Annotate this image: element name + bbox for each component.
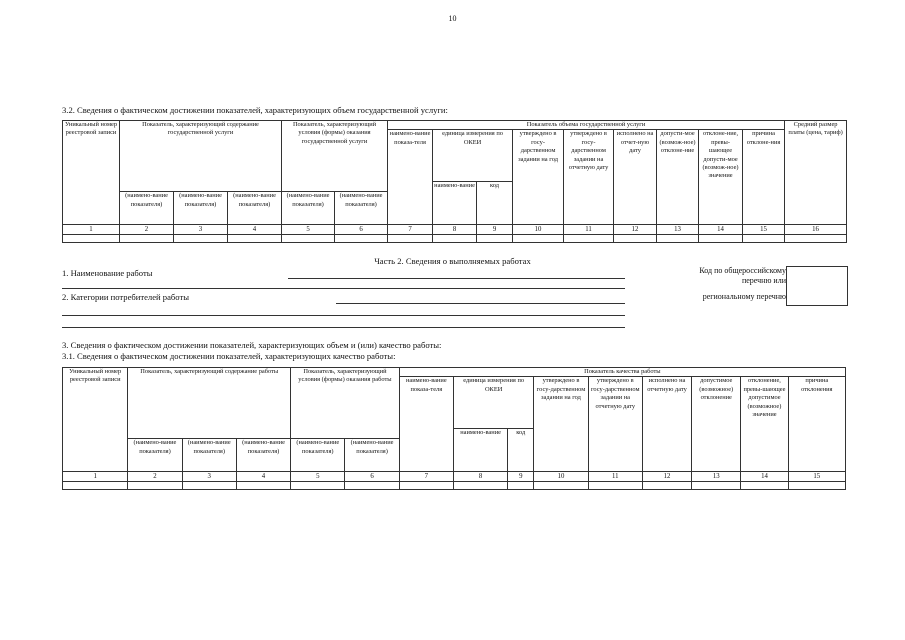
t2-col-number: 12 [642, 472, 691, 482]
t2-header-approved-year: утверждено в госу-дарственном задании на год [534, 377, 588, 472]
t2-col-number: 1 [63, 472, 128, 482]
t2-data-cell[interactable] [236, 482, 290, 490]
t1-data-cell[interactable] [174, 235, 228, 243]
t1-col-number: 2 [120, 225, 174, 235]
t2-data-cell[interactable] [534, 482, 588, 490]
t2-data-cell[interactable] [345, 482, 399, 490]
t1-data-cell[interactable] [513, 235, 564, 243]
t2-data-cell[interactable] [182, 482, 236, 490]
t1-header-avg-fee: Средний размер платы (цена, тариф) [785, 121, 847, 225]
t1-header-unit: единица измерения по ОКЕИ [433, 130, 513, 182]
t1-header-volume: Показатель объема государственной услуги [388, 121, 785, 130]
t1-indicator-name-2: (наимено-вание показателя) [174, 192, 228, 225]
t1-data-cell[interactable] [120, 235, 174, 243]
t2-col-number: 6 [345, 472, 399, 482]
t2-header-unit-name: наимено-вание [453, 429, 507, 472]
t1-data-cell[interactable] [63, 235, 120, 243]
t1-data-cell[interactable] [282, 235, 335, 243]
t1-indicator-name-4: (наимено-вание показателя) [282, 192, 335, 225]
t2-indicator-name-1: (наимено-вание показателя) [128, 439, 182, 472]
t2-col-number: 15 [788, 472, 845, 482]
t1-header-deviation: отклоне-ние, превы-шающее допусти-мое (возмож-ное) значение [699, 130, 743, 225]
t2-data-cell[interactable] [692, 482, 741, 490]
t1-header-approved-year: утверждено в госу-дарственном задании на год [513, 130, 564, 225]
work-name-label: 1. Наименование работы [62, 268, 153, 278]
t1-header-executed: исполнено на отчет-ную дату [614, 130, 657, 225]
t2-header-quality: Показатель качества работы [399, 368, 845, 377]
consumers-field-continued[interactable] [62, 327, 625, 328]
t2-data-cell[interactable] [291, 482, 345, 490]
t2-col-number: 11 [588, 472, 642, 482]
t2-col-number: 3 [182, 472, 236, 482]
t1-header-unique: Уникальный номер реестровой записи [63, 121, 120, 225]
t1-col-number: 14 [699, 225, 743, 235]
t1-header-allowed: допусти-мое (возмож-ное) отклоне-ние [657, 130, 699, 225]
t2-data-cell[interactable] [741, 482, 788, 490]
t1-col-number: 11 [564, 225, 614, 235]
t2-header-name: наимено-вание показа-теля [399, 377, 453, 472]
t2-header-approved-date: утверждено в госу-дарственном задании на отчетную дату [588, 377, 642, 472]
t1-col-number: 1 [63, 225, 120, 235]
t2-header-conditions: Показатель, характеризующий условия (формы) оказания работы [291, 368, 400, 439]
t1-header-conditions: Показатель, характеризующий условия (формы) оказания государственной услуги [282, 121, 388, 192]
consumers-label: 2. Категории потребителей работы [62, 292, 189, 302]
t2-indicator-name-3: (наимено-вание показателя) [236, 439, 290, 472]
t1-data-cell[interactable] [657, 235, 699, 243]
t2-indicator-name-2: (наимено-вание показателя) [182, 439, 236, 472]
t1-header-reason: причина отклоне-ния [743, 130, 785, 225]
t2-col-number: 10 [534, 472, 588, 482]
t1-data-cell[interactable] [228, 235, 282, 243]
t1-col-number: 6 [335, 225, 388, 235]
section-3-2-title: 3.2. Сведения о фактическом достижении показателей, характеризующих объем государственной услуги: [62, 105, 448, 115]
t1-header-name: наимено-вание показа-теля [388, 130, 433, 225]
t2-header-content: Показатель, характеризующий содержание работы [128, 368, 291, 439]
consumers-field-continued[interactable] [62, 315, 625, 316]
part-2-title: Часть 2. Сведения о выполняемых работах [374, 256, 531, 266]
t1-header-unit-name: наимено-вание [433, 182, 477, 225]
t1-data-cell[interactable] [433, 235, 477, 243]
t1-col-number: 13 [657, 225, 699, 235]
code-box[interactable] [786, 266, 848, 306]
t1-data-cell[interactable] [335, 235, 388, 243]
work-name-field[interactable] [288, 278, 625, 279]
t2-indicator-name-4: (наимено-вание показателя) [291, 439, 345, 472]
t1-col-number: 8 [433, 225, 477, 235]
volume-indicators-table [62, 120, 847, 243]
t1-col-number: 4 [228, 225, 282, 235]
t2-indicator-name-5: (наимено-вание показателя) [345, 439, 399, 472]
t2-col-number: 2 [128, 472, 182, 482]
t1-col-number: 3 [174, 225, 228, 235]
code-label-line-2: перечню или [741, 276, 786, 285]
t1-header-content: Показатель, характеризующий содержание государственной услуги [120, 121, 282, 192]
t2-header-unit-code: код [508, 429, 534, 472]
t2-col-number: 8 [453, 472, 507, 482]
t2-data-cell[interactable] [642, 482, 691, 490]
t2-data-cell[interactable] [588, 482, 642, 490]
t1-indicator-name-5: (наимено-вание показателя) [335, 192, 388, 225]
table-row [63, 482, 846, 490]
t2-header-allowed: допустимое (возможное) отклонение [692, 377, 741, 472]
t2-header-deviation: отклонение, превы-шающее допустимое (возможное) значение [741, 377, 788, 472]
t1-col-number: 12 [614, 225, 657, 235]
t2-col-number: 4 [236, 472, 290, 482]
t2-header-unit: единица измерения по ОКЕИ [453, 377, 533, 429]
t1-col-number: 9 [477, 225, 513, 235]
t2-header-unique: Уникальный номер реестровой записи [63, 368, 128, 472]
t1-header-unit-code: код [477, 182, 513, 225]
t2-data-cell[interactable] [453, 482, 507, 490]
t1-col-number: 16 [785, 225, 847, 235]
t2-data-cell[interactable] [128, 482, 182, 490]
t1-col-number: 15 [743, 225, 785, 235]
work-name-field-continued[interactable] [62, 288, 625, 289]
t2-col-number: 5 [291, 472, 345, 482]
t1-header-approved-date: утверждено в госу-дарственном задании на отчетную дату [564, 130, 614, 225]
t2-data-cell[interactable] [399, 482, 453, 490]
quality-indicators-table [62, 367, 846, 490]
t1-data-cell[interactable] [743, 235, 785, 243]
t2-header-executed: исполнено на отчетную дату [642, 377, 691, 472]
t1-data-cell[interactable] [614, 235, 657, 243]
code-label-line-1: Код по общероссийскому [699, 266, 786, 275]
code-label-line-3: региональному перечню [702, 292, 786, 301]
t2-header-reason: причина отклонения [788, 377, 845, 472]
t2-col-number: 13 [692, 472, 741, 482]
consumers-field[interactable] [336, 303, 625, 304]
t2-col-number: 9 [508, 472, 534, 482]
t1-data-cell[interactable] [699, 235, 743, 243]
t2-col-number: 14 [741, 472, 788, 482]
t1-col-number: 5 [282, 225, 335, 235]
t1-col-number: 10 [513, 225, 564, 235]
t1-indicator-name-1: (наимено-вание показателя) [120, 192, 174, 225]
t1-data-cell[interactable] [564, 235, 614, 243]
section-3-title: 3. Сведения о фактическом достижении показателей, характеризующих объем и (или) качество работы: [62, 340, 442, 350]
t1-data-cell[interactable] [785, 235, 847, 243]
t1-data-cell[interactable] [477, 235, 513, 243]
t2-col-number: 7 [399, 472, 453, 482]
t1-indicator-name-3: (наимено-вание показателя) [228, 192, 282, 225]
section-3-1-title: 3.1. Сведения о фактическом достижении показателей, характеризующих качество работы: [62, 351, 396, 361]
t2-data-cell[interactable] [508, 482, 534, 490]
t2-data-cell[interactable] [63, 482, 128, 490]
t1-data-cell[interactable] [388, 235, 433, 243]
code-label [699, 266, 786, 302]
page-number: 10 [448, 14, 457, 23]
t2-data-cell[interactable] [788, 482, 845, 490]
t1-col-number: 7 [388, 225, 433, 235]
table-row [63, 235, 847, 243]
